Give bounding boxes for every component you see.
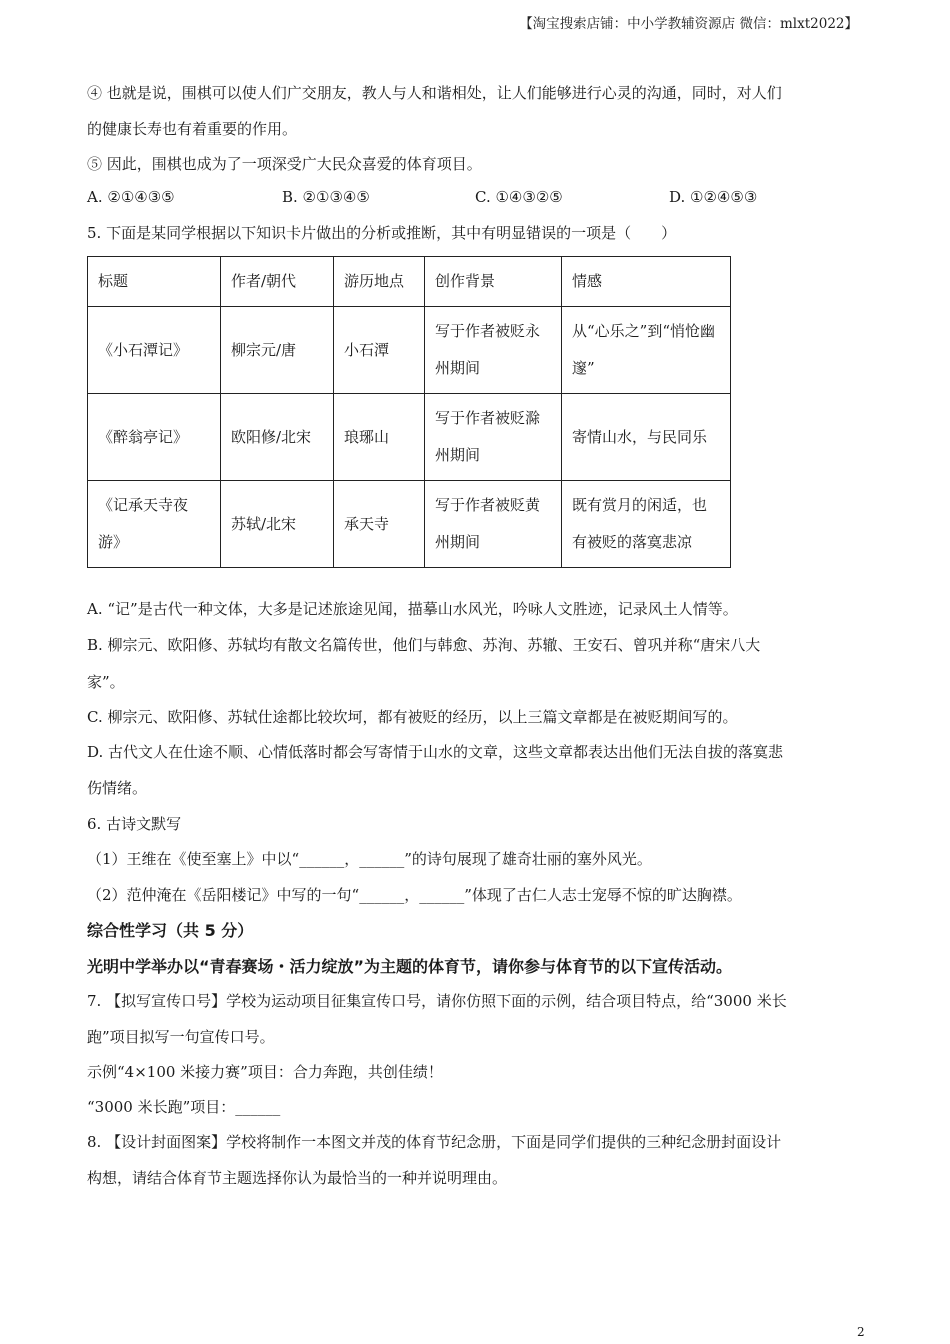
page-number: 2 bbox=[857, 1325, 865, 1339]
table-cell: 承天寺 bbox=[334, 481, 425, 568]
header-cell: 标题 bbox=[88, 257, 221, 307]
q6-stem: 6. 古诗文默写 bbox=[87, 815, 182, 833]
table-cell: 琅琊山 bbox=[334, 394, 425, 481]
table-cell: 《记承天寺夜游》 bbox=[88, 481, 221, 568]
q8-line1: 8. 【设计封面图案】学校将制作一本图文并茂的体育节纪念册，下面是同学们提供的三种纪念册封面设计 bbox=[87, 1133, 782, 1151]
table-cell: 欧阳修/北宋 bbox=[221, 394, 334, 481]
table-cell: 从“心乐之”到“悄怆幽邃” bbox=[562, 307, 731, 394]
q4-sentence-4-line1: ④ 也就是说，围棋可以使人们广交朋友，教人与人和谐相处，让人们能够进行心灵的沟通，同时，对人们 bbox=[87, 84, 782, 102]
q4-option-a: A. ②①④③⑤ bbox=[87, 188, 175, 206]
q6-item-1: （1）王维在《使至塞上》中以“______，______”的诗句展现了雄奇壮丽的塞外风光。 bbox=[87, 850, 652, 868]
table-header-row bbox=[88, 257, 731, 307]
q4-sentence-5: ⑤ 因此，围棋也成为了一项深受广大民众喜爱的体育项目。 bbox=[87, 155, 482, 173]
q5-option-d-line1: D. 古代文人在仕途不顺、心情低落时都会写寄情于山水的文章，这些文章都表达出他们无法自拔的落寞悲 bbox=[87, 743, 784, 761]
section-title: 综合性学习（共 5 分） bbox=[87, 921, 254, 940]
table-cell: 既有赏月的闲适，也有被贬的落寞悲凉 bbox=[562, 481, 731, 568]
table-row bbox=[88, 307, 731, 394]
q4-options bbox=[87, 188, 807, 208]
header-cell: 作者/朝代 bbox=[221, 257, 334, 307]
table-cell: 小石潭 bbox=[334, 307, 425, 394]
q5-option-b-line1: B. 柳宗元、欧阳修、苏轼均有散文名篇传世，他们与韩愈、苏洵、苏辙、王安石、曾巩并称“唐宋八大 bbox=[87, 636, 761, 654]
q5-option-b-line2: 家”。 bbox=[87, 673, 125, 691]
header-cell: 情感 bbox=[562, 257, 731, 307]
table-cell: 《醉翁亭记》 bbox=[88, 394, 221, 481]
table-cell: 寄情山水，与民同乐 bbox=[562, 394, 731, 481]
page-header: 【淘宝搜索店铺：中小学教辅资源店 微信：mlxt2022】 bbox=[519, 16, 858, 32]
table-row bbox=[88, 481, 731, 568]
table-cell: 写于作者被贬永州期间 bbox=[425, 307, 562, 394]
q5-option-a: A. “记”是古代一种文体，大多是记述旅途见闻，描摹山水风光，吟咏人文胜迹，记录风土人情等。 bbox=[87, 600, 738, 618]
table-row bbox=[88, 394, 731, 481]
q7-line2: 跑”项目拟写一句宣传口号。 bbox=[87, 1028, 275, 1046]
table-cell: 写于作者被贬滁州期间 bbox=[425, 394, 562, 481]
q5-stem: 5. 下面是某同学根据以下知识卡片做出的分析或推断，其中有明显错误的一项是（ ） bbox=[87, 224, 677, 242]
q7-line1: 7. 【拟写宣传口号】学校为运动项目征集宣传口号，请你仿照下面的示例，结合项目特点，给“3000 米长 bbox=[87, 992, 787, 1010]
knowledge-card-table bbox=[87, 256, 731, 568]
header-cell: 创作背景 bbox=[425, 257, 562, 307]
q6-item-2: （2）范仲淹在《岳阳楼记》中写的一句“______，______”体现了古仁人志士宠辱不惊的旷达胸襟。 bbox=[87, 886, 742, 904]
section-intro: 光明中学举办以“青春赛场・活力绽放”为主题的体育节，请你参与体育节的以下宣传活动。 bbox=[87, 957, 733, 976]
q4-sentence-4-line2: 的健康长寿也有着重要的作用。 bbox=[87, 120, 298, 138]
q4-option-c: C. ①④③②⑤ bbox=[475, 188, 563, 206]
header-cell: 游历地点 bbox=[334, 257, 425, 307]
q7-answer-line: “3000 米长跑”项目：______ bbox=[87, 1098, 281, 1116]
q5-option-c: C. 柳宗元、欧阳修、苏轼仕途都比较坎坷，都有被贬的经历，以上三篇文章都是在被贬期间写的。 bbox=[87, 708, 738, 726]
q4-option-b: B. ②①③④⑤ bbox=[282, 188, 370, 206]
q5-option-d-line2: 伤情绪。 bbox=[87, 779, 148, 797]
table-cell: 柳宗元/唐 bbox=[221, 307, 334, 394]
table-cell: 苏轼/北宋 bbox=[221, 481, 334, 568]
q8-line2: 构想，请结合体育节主题选择你认为最恰当的一种并说明理由。 bbox=[87, 1169, 508, 1187]
table-cell: 《小石潭记》 bbox=[88, 307, 221, 394]
table-cell: 写于作者被贬黄州期间 bbox=[425, 481, 562, 568]
q7-example: 示例“4×100 米接力赛”项目：合力奔跑，共创佳绩！ bbox=[87, 1063, 443, 1081]
q4-option-d: D. ①②④⑤③ bbox=[669, 188, 758, 206]
